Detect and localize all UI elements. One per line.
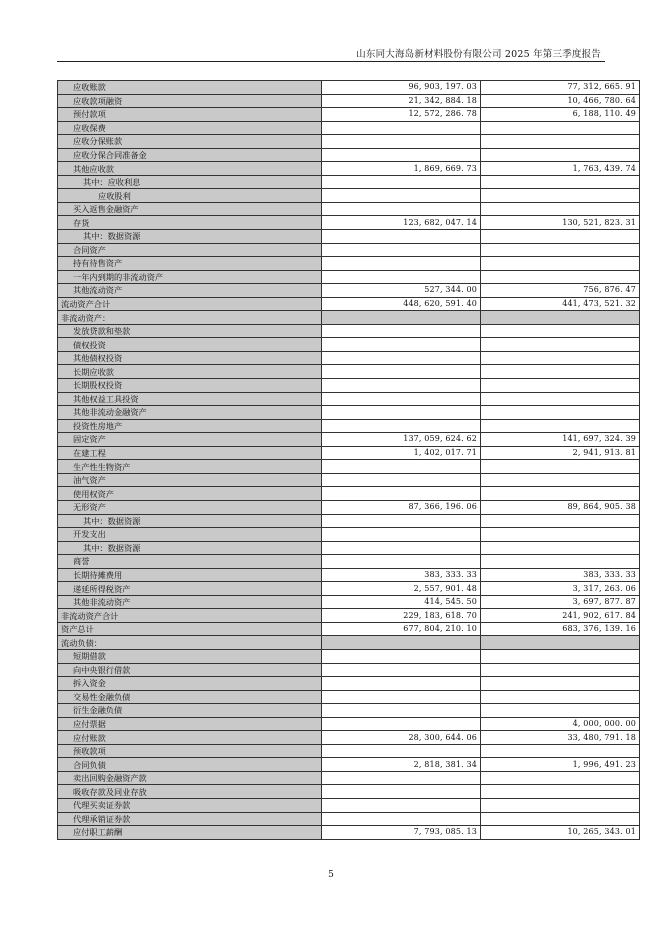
current-period-value: 28, 300, 644. 06 (322, 731, 481, 745)
prior-period-value: 6, 188, 110. 49 (481, 108, 640, 122)
current-period-value (322, 365, 481, 379)
current-period-value (322, 771, 481, 785)
row-label: 其他流动资产 (58, 284, 322, 298)
current-period-value (322, 406, 481, 420)
row-label: 应收款项融资 (58, 94, 322, 108)
current-period-value (322, 528, 481, 542)
table-row (58, 744, 640, 758)
row-label: 使用权资产 (58, 487, 322, 501)
table-row (58, 609, 640, 623)
current-period-value: 96, 903, 197. 03 (322, 81, 481, 95)
prior-period-value (481, 324, 640, 338)
row-label: 油气资产 (58, 473, 322, 487)
prior-period-value (481, 798, 640, 812)
row-label: 其他非流动金融资产 (58, 406, 322, 420)
table-row (58, 257, 640, 271)
table-row (58, 230, 640, 244)
table-row (58, 284, 640, 298)
prior-period-value (481, 202, 640, 216)
row-label: 商誉 (58, 555, 322, 569)
table-row (58, 365, 640, 379)
current-period-value (322, 663, 481, 677)
table-row (58, 121, 640, 135)
table-row (58, 785, 640, 799)
table-row (58, 135, 640, 149)
table-row (58, 636, 640, 650)
prior-period-value (481, 473, 640, 487)
prior-period-value: 2, 941, 913. 81 (481, 446, 640, 460)
prior-period-value (481, 636, 640, 650)
row-label: 持有待售资产 (58, 257, 322, 271)
row-label: 吸收存款及同业存放 (58, 785, 322, 799)
row-label: 短期借款 (58, 649, 322, 663)
row-label: 固定资产 (58, 433, 322, 447)
current-period-value: 677, 804, 210. 10 (322, 622, 481, 636)
table-row (58, 108, 640, 122)
prior-period-value (481, 690, 640, 704)
prior-period-value (481, 487, 640, 501)
row-label: 非流动资产： (58, 311, 322, 325)
prior-period-value (481, 243, 640, 257)
current-period-value: 1, 869, 669. 73 (322, 162, 481, 176)
table-row (58, 798, 640, 812)
table-row (58, 514, 640, 528)
prior-period-value (481, 677, 640, 691)
current-period-value (322, 270, 481, 284)
current-period-value (322, 392, 481, 406)
table-row (58, 690, 640, 704)
prior-period-value (481, 649, 640, 663)
row-label: 代理承销证券款 (58, 812, 322, 826)
prior-period-value: 33, 480, 791. 18 (481, 731, 640, 745)
row-label: 应收分保账款 (58, 135, 322, 149)
table-row (58, 81, 640, 95)
table-row (58, 704, 640, 718)
prior-period-value (481, 514, 640, 528)
current-period-value (322, 338, 481, 352)
current-period-value: 527, 344. 00 (322, 284, 481, 298)
table-row (58, 406, 640, 420)
table-row (58, 582, 640, 596)
row-label: 债权投资 (58, 338, 322, 352)
current-period-value (322, 744, 481, 758)
table-row (58, 541, 640, 555)
table-row (58, 487, 640, 501)
current-period-value (322, 379, 481, 393)
row-label: 应付账款 (58, 731, 322, 745)
row-label: 一年内到期的非流动资产 (58, 270, 322, 284)
current-period-value (322, 487, 481, 501)
table-row (58, 94, 640, 108)
current-period-value: 21, 342, 884. 18 (322, 94, 481, 108)
current-period-value (322, 812, 481, 826)
prior-period-value: 441, 473, 521. 32 (481, 297, 640, 311)
row-label: 其他权益工具投资 (58, 392, 322, 406)
row-label: 代理买卖证券款 (58, 798, 322, 812)
balance-sheet-table (57, 80, 640, 840)
row-label: 其中：应收利息 (58, 175, 322, 189)
prior-period-value (481, 663, 640, 677)
prior-period-value (481, 135, 640, 149)
row-label: 其中：数据资源 (58, 541, 322, 555)
row-label: 其他非流动资产 (58, 595, 322, 609)
current-period-value: 123, 682, 047. 14 (322, 216, 481, 230)
prior-period-value (481, 379, 640, 393)
current-period-value (322, 135, 481, 149)
table-row (58, 419, 640, 433)
row-label: 应付票据 (58, 717, 322, 731)
prior-period-value (481, 704, 640, 718)
prior-period-value (481, 785, 640, 799)
prior-period-value: 3, 317, 263. 06 (481, 582, 640, 596)
table-row (58, 202, 640, 216)
prior-period-value (481, 270, 640, 284)
table-row (58, 433, 640, 447)
table-row (58, 148, 640, 162)
current-period-value: 2, 818, 381. 34 (322, 758, 481, 772)
table-row (58, 826, 640, 840)
row-label: 存货 (58, 216, 322, 230)
row-label: 递延所得税资产 (58, 582, 322, 596)
table-row (58, 663, 640, 677)
row-label: 其中：数据资源 (58, 230, 322, 244)
current-period-value (322, 717, 481, 731)
table-row (58, 446, 640, 460)
table-row (58, 189, 640, 203)
current-period-value (322, 243, 481, 257)
current-period-value: 137, 059, 624. 62 (322, 433, 481, 447)
prior-period-value: 383, 333. 33 (481, 568, 640, 582)
balance-sheet-body (58, 81, 640, 840)
current-period-value (322, 555, 481, 569)
row-label: 开发支出 (58, 528, 322, 542)
table-row (58, 460, 640, 474)
row-label: 发放贷款和垫款 (58, 324, 322, 338)
table-row (58, 379, 640, 393)
table-row (58, 595, 640, 609)
prior-period-value (481, 148, 640, 162)
prior-period-value: 10, 265, 343. 01 (481, 826, 640, 840)
table-row (58, 555, 640, 569)
current-period-value: 7, 793, 085. 13 (322, 826, 481, 840)
prior-period-value (481, 121, 640, 135)
row-label: 其他债权投资 (58, 351, 322, 365)
table-row (58, 311, 640, 325)
row-label: 其他应收款 (58, 162, 322, 176)
current-period-value (322, 175, 481, 189)
prior-period-value: 1, 996, 491. 23 (481, 758, 640, 772)
row-label: 无形资产 (58, 500, 322, 514)
row-label: 在建工程 (58, 446, 322, 460)
prior-period-value (481, 528, 640, 542)
current-period-value: 229, 183, 618. 70 (322, 609, 481, 623)
row-label: 拆入资金 (58, 677, 322, 691)
row-label: 向中央银行借款 (58, 663, 322, 677)
current-period-value: 414, 545. 50 (322, 595, 481, 609)
row-label: 应付职工薪酬 (58, 826, 322, 840)
current-period-value (322, 311, 481, 325)
current-period-value (322, 189, 481, 203)
prior-period-value: 130, 521, 823. 31 (481, 216, 640, 230)
prior-period-value (481, 771, 640, 785)
table-row (58, 162, 640, 176)
current-period-value: 1, 402, 017. 71 (322, 446, 481, 460)
prior-period-value (481, 744, 640, 758)
table-row (58, 649, 640, 663)
current-period-value (322, 677, 481, 691)
row-label: 投资性房地产 (58, 419, 322, 433)
header-rule (57, 61, 605, 62)
table-row (58, 297, 640, 311)
prior-period-value (481, 392, 640, 406)
row-label: 资产总计 (58, 622, 322, 636)
prior-period-value (481, 311, 640, 325)
prior-period-value (481, 175, 640, 189)
table-row (58, 771, 640, 785)
table-row (58, 473, 640, 487)
table-row (58, 758, 640, 772)
page-number: 5 (328, 870, 334, 880)
prior-period-value: 77, 312, 665. 91 (481, 81, 640, 95)
prior-period-value: 241, 902, 617. 84 (481, 609, 640, 623)
current-period-value (322, 148, 481, 162)
table-row (58, 568, 640, 582)
table-row (58, 351, 640, 365)
row-label: 生产性生物资产 (58, 460, 322, 474)
row-label: 长期待摊费用 (58, 568, 322, 582)
table-row (58, 528, 640, 542)
prior-period-value: 1, 763, 439. 74 (481, 162, 640, 176)
prior-period-value: 141, 697, 324. 39 (481, 433, 640, 447)
prior-period-value (481, 351, 640, 365)
current-period-value (322, 690, 481, 704)
current-period-value: 87, 366, 196. 06 (322, 500, 481, 514)
prior-period-value: 10, 466, 780. 64 (481, 94, 640, 108)
current-period-value (322, 785, 481, 799)
current-period-value (322, 419, 481, 433)
current-period-value (322, 798, 481, 812)
row-label: 应收保费 (58, 121, 322, 135)
row-label: 衍生金融负债 (58, 704, 322, 718)
table-row (58, 216, 640, 230)
current-period-value (322, 202, 481, 216)
table-row (58, 717, 640, 731)
current-period-value (322, 257, 481, 271)
row-label: 应收股利 (58, 189, 322, 203)
current-period-value (322, 460, 481, 474)
table-row (58, 392, 640, 406)
row-label: 流动资产合计 (58, 297, 322, 311)
current-period-value (322, 230, 481, 244)
table-row (58, 500, 640, 514)
row-label: 长期股权投资 (58, 379, 322, 393)
current-period-value (322, 324, 481, 338)
row-label: 非流动资产合计 (58, 609, 322, 623)
row-label: 合同资产 (58, 243, 322, 257)
current-period-value (322, 704, 481, 718)
prior-period-value (481, 257, 640, 271)
current-period-value (322, 351, 481, 365)
prior-period-value: 756, 876. 47 (481, 284, 640, 298)
current-period-value (322, 514, 481, 528)
prior-period-value (481, 555, 640, 569)
current-period-value: 448, 620, 591. 40 (322, 297, 481, 311)
table-row (58, 324, 640, 338)
row-label: 合同负债 (58, 758, 322, 772)
row-label: 应收账款 (58, 81, 322, 95)
table-row (58, 812, 640, 826)
row-label: 长期应收款 (58, 365, 322, 379)
prior-period-value (481, 406, 640, 420)
prior-period-value: 683, 376, 139. 16 (481, 622, 640, 636)
row-label: 应收分保合同准备金 (58, 148, 322, 162)
table-row (58, 677, 640, 691)
current-period-value: 2, 557, 901. 48 (322, 582, 481, 596)
current-period-value (322, 541, 481, 555)
table-row (58, 175, 640, 189)
prior-period-value (481, 812, 640, 826)
prior-period-value (481, 460, 640, 474)
table-row (58, 731, 640, 745)
table-row (58, 622, 640, 636)
current-period-value (322, 636, 481, 650)
row-label: 预收款项 (58, 744, 322, 758)
prior-period-value (481, 230, 640, 244)
prior-period-value (481, 541, 640, 555)
row-label: 流动负债： (58, 636, 322, 650)
row-label: 卖出回购金融资产款 (58, 771, 322, 785)
prior-period-value (481, 419, 640, 433)
prior-period-value: 89, 864, 905. 38 (481, 500, 640, 514)
current-period-value: 383, 333. 33 (322, 568, 481, 582)
prior-period-value (481, 365, 640, 379)
row-label: 交易性金融负债 (58, 690, 322, 704)
row-label: 买入返售金融资产 (58, 202, 322, 216)
row-label: 预付款项 (58, 108, 322, 122)
prior-period-value (481, 189, 640, 203)
current-period-value: 12, 572, 286. 78 (322, 108, 481, 122)
current-period-value (322, 121, 481, 135)
row-label: 其中：数据资源 (58, 514, 322, 528)
current-period-value (322, 649, 481, 663)
prior-period-value: 3, 697, 877. 87 (481, 595, 640, 609)
report-header: 山东同大海岛新材料股份有限公司 2025 年第三季度报告 (356, 49, 601, 60)
table-row (58, 270, 640, 284)
table-row (58, 338, 640, 352)
table-row (58, 243, 640, 257)
current-period-value (322, 473, 481, 487)
prior-period-value (481, 338, 640, 352)
prior-period-value: 4, 000, 000. 00 (481, 717, 640, 731)
